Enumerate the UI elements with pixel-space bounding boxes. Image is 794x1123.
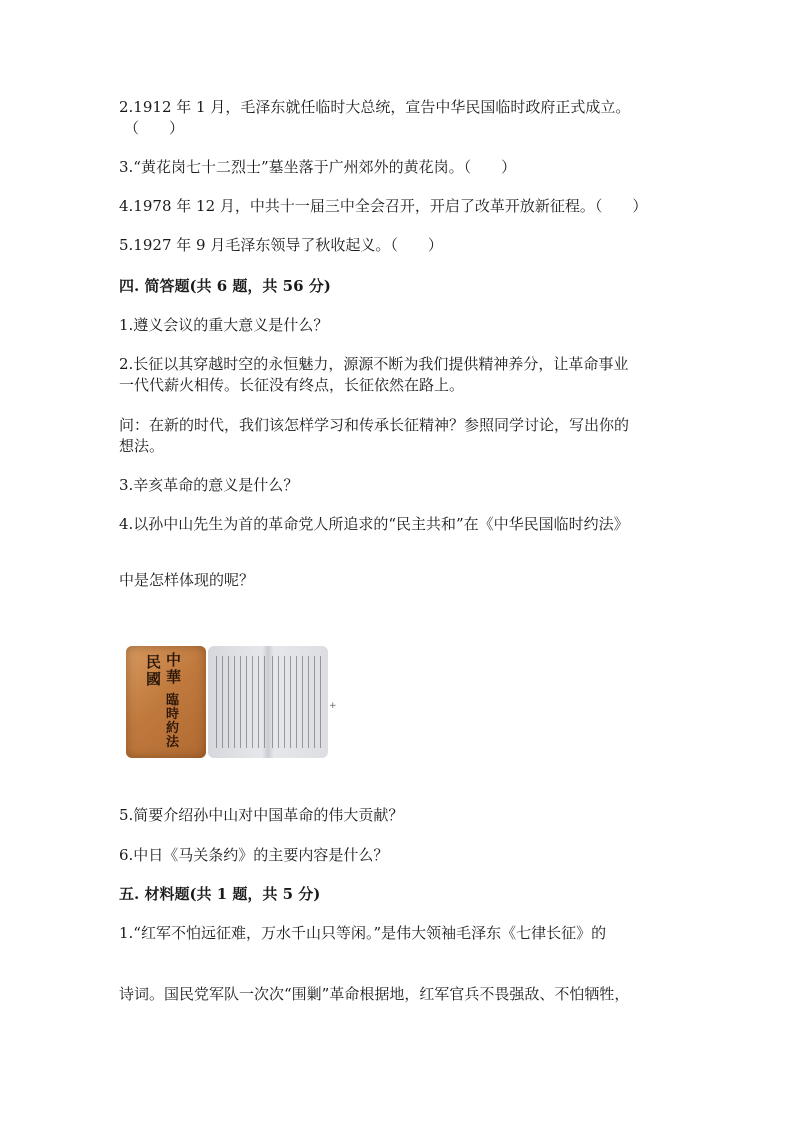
cover-title-left: 民國 — [146, 653, 162, 688]
cover-title-right: 中華 — [166, 651, 182, 686]
question-4: 4.1978 年 12 月，中共十一届三中全会召开，开启了改革开放新征程。（ ） — [119, 197, 648, 215]
short-answer-4-line-1: 4.以孙中山先生为首的革命党人所追求的“民主共和”在《中华民国临时约法》 — [119, 515, 629, 533]
short-answer-2-question-line-1: 问：在新的时代，我们该怎样学习和传承长征精神？参照同学讨论，写出你的 — [119, 416, 630, 434]
short-answer-3: 3.辛亥革命的意义是什么？ — [119, 476, 299, 494]
short-answer-5: 5.简要介绍孙中山对中国革命的伟大贡献？ — [119, 806, 404, 824]
question-2-answer-blank: （ ） — [124, 119, 185, 137]
question-5: 5.1927 年 9 月毛泽东领导了秋收起义。（ ） — [119, 236, 443, 254]
question-3: 3.“黄花岗七十二烈士”墓坐落于广州郊外的黄花岗。（ ） — [119, 158, 517, 176]
book-pages-image — [208, 646, 328, 758]
material-question-1-line-1: 1.“红军不怕远征难，万水千山只等闲。”是伟大领袖毛泽东《七律长征》的 — [119, 924, 607, 942]
short-answer-1: 1.遵义会议的重大意义是什么？ — [119, 316, 329, 334]
question-2-line-1: 2.1912 年 1 月，毛泽东就任临时大总统，宣告中华民国临时政府正式成立。 — [119, 98, 631, 116]
section-4-heading: 四. 简答题(共 6 题，共 56 分) — [119, 277, 331, 295]
short-answer-4-line-2: 中是怎样体现的呢？ — [119, 571, 255, 589]
figure-marker: + — [329, 701, 337, 711]
cover-title-bottom: 臨時約法 — [166, 693, 180, 750]
short-answer-2-question-line-2: 想法。 — [119, 437, 165, 455]
section-5-heading: 五. 材料题(共 1 题，共 5 分) — [119, 885, 321, 903]
page-text-left — [216, 656, 268, 748]
book-cover-image — [126, 646, 206, 758]
short-answer-6: 6.中日《马关条约》的主要内容是什么？ — [119, 846, 389, 864]
short-answer-2-line-1: 2.长征以其穿越时空的永恒魅力，源源不断为我们提供精神养分，让革命事业 — [119, 355, 629, 373]
provisional-constitution-photo — [126, 646, 328, 758]
page-text-right — [272, 656, 324, 748]
material-question-1-line-2: 诗词。国民党军队一次次“围剿”革命根据地，红军官兵不畏强敌、不怕牺牲， — [119, 985, 630, 1003]
short-answer-2-line-2: 一代代薪火相传。长征没有终点，长征依然在路上。 — [119, 376, 465, 394]
